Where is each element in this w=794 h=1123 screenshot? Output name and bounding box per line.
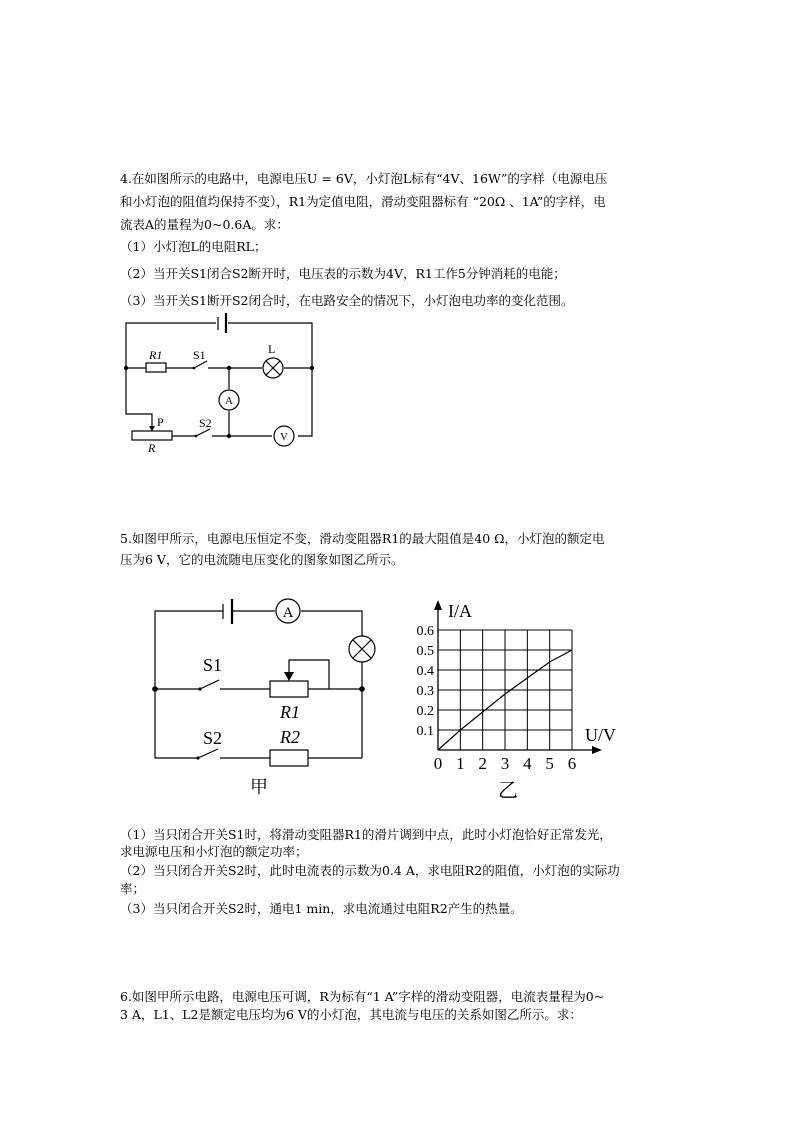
q5-caption-jia: 甲 [250, 777, 268, 797]
chart-x-label: U/V [585, 725, 616, 745]
q4-sub-2: （2）当开关S1闭合S2断开时，电压表的示数为4V，R1工作5分钟消耗的电能； [120, 266, 566, 281]
q4-label-a: A [225, 395, 233, 407]
chart-tick-labels [417, 624, 577, 773]
x-tick-label: 3 [500, 754, 510, 773]
q5-line-2: 压为6 V，它的电流随电压变化的图象如图乙所示。 [120, 552, 404, 567]
q4-label-r1: R1 [149, 348, 163, 362]
x-tick-label: 2 [478, 754, 487, 773]
q4-sub-3: （3）当开关S1断开S2闭合时，在电路安全的情况下，小灯泡电功率的变化范围。 [120, 293, 574, 308]
q6-line-2: 3 A，L1、L2是额定电压均为6 V的小灯泡，其电流与电压的关系如图乙所示。求： [120, 1007, 582, 1022]
y-axis-arrow [434, 600, 442, 610]
q4-sub-1: （1）小灯泡L的电阻RL； [120, 239, 267, 254]
x-tick-label: 5 [545, 754, 554, 773]
q5-sub-3: （3）当只闭合开关S2时，通电1 min，求电流通过电阻R2产生的热量。 [120, 901, 523, 916]
q5-line-1: 5.如图甲所示，电源电压恒定不变，滑动变阻器R1的最大阻值是40 Ω，小灯泡的额定电 [120, 531, 605, 546]
y-tick-label: 0.3 [416, 684, 434, 699]
y-tick-label: 0.2 [416, 704, 434, 719]
y-tick-label: 0.5 [416, 644, 434, 659]
q5-label-s1: S1 [203, 655, 223, 675]
q6-line-1: 6.如图甲所示电路，电源电压可调，R为标有“1 A”字样的滑动变阻器，电流表量程为0~ [120, 989, 605, 1004]
x-tick-label: 6 [567, 754, 577, 773]
q4-label-r: R [148, 441, 156, 455]
x-tick-label: 4 [523, 754, 532, 773]
q4-label-l: L [268, 342, 276, 356]
x-tick-label: 1 [456, 754, 465, 773]
q5-sub-2b: 率； [120, 881, 146, 896]
q4-label-p: P [157, 415, 164, 429]
q4-line-3: 流表A的量程为0~0.6A。求： [120, 217, 289, 232]
q5-sub-1a: （1）当只闭合开关S1时，将滑动变阻器R1的滑片调到中点，此时小灯泡恰好正常发光， [120, 827, 612, 842]
q5-sub-2a: （2）当只闭合开关S2时，此时电流表的示数为0.4 A，求电阻R2的阻值，小灯泡的实际功 [120, 863, 620, 878]
x-axis-arrow [592, 746, 602, 754]
chart-y-label: I/A [448, 601, 472, 621]
y-tick-label: 0.1 [416, 724, 434, 739]
q5-label-r1: R1 [280, 702, 300, 722]
q4-label-s1: S1 [193, 348, 206, 362]
q5-label-r2: R2 [280, 727, 300, 747]
q4-line-1: 4.在如图所示的电路中，电源电压U = 6V，小灯泡L标有“4V、16W”的字样（电源电压 [120, 171, 608, 186]
q4-label-v: V [280, 431, 288, 443]
q4-line-2: 和小灯泡的阻值均保持不变），R1为定值电阻，滑动变阻器标有 “20Ω 、1A”的字样，电 [120, 194, 606, 209]
y-tick-label: 0.6 [416, 624, 434, 639]
q5-sub-1b: 求电源电压和小灯泡的额定功率； [120, 844, 308, 859]
q5-label-s2: S2 [203, 728, 223, 748]
q5-label-a: A [282, 605, 294, 621]
y-tick-label: 0.4 [416, 664, 434, 679]
chart-caption: 乙 [498, 780, 518, 802]
q4-label-s2: S2 [199, 416, 212, 430]
x-tick-label: 0 [433, 754, 443, 773]
